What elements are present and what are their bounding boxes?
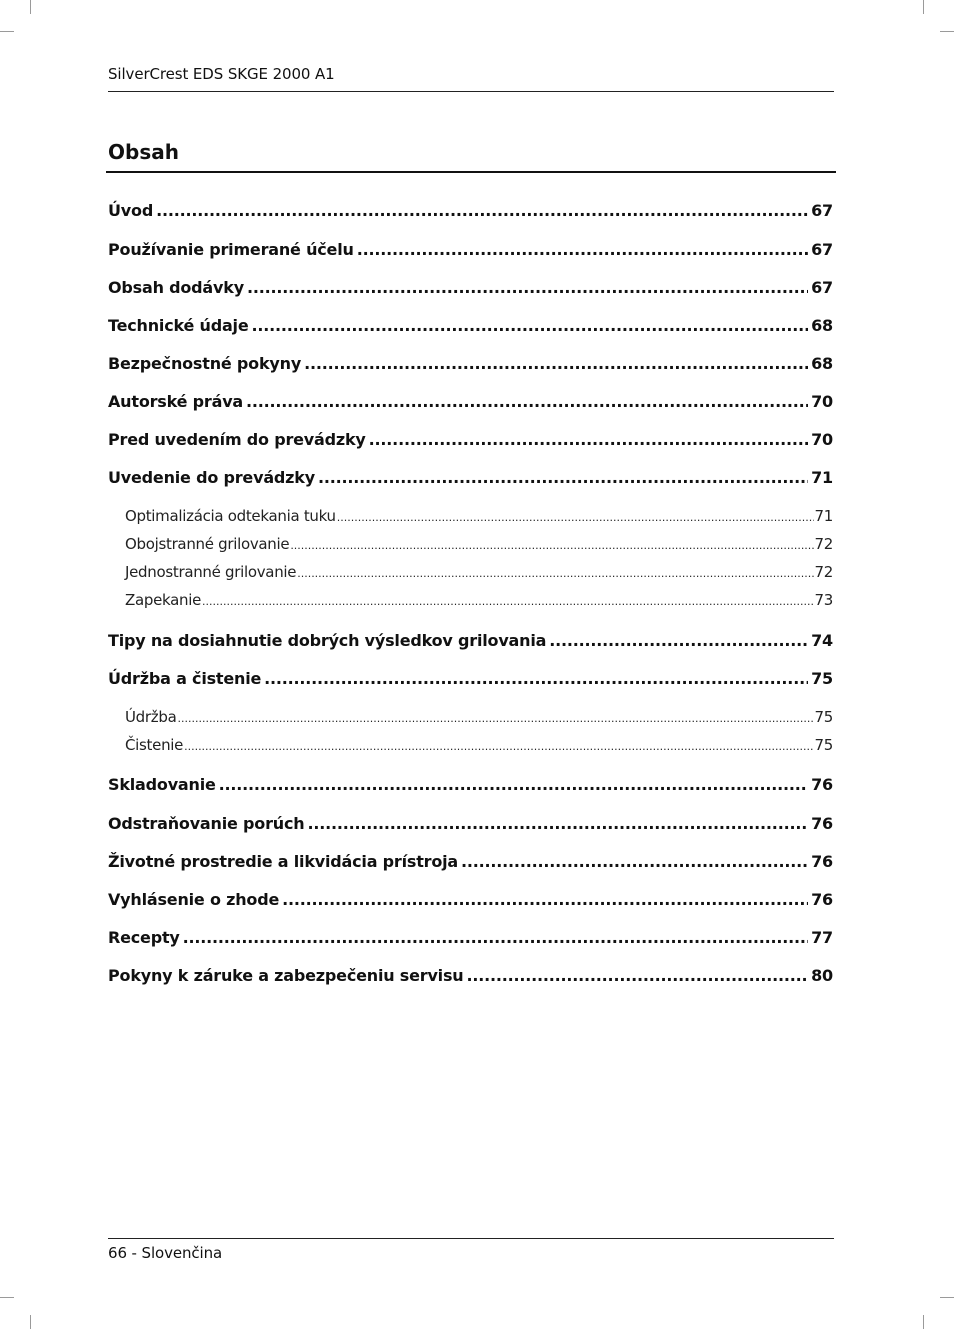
toc-entry[interactable] bbox=[108, 429, 833, 451]
crop-mark bbox=[30, 1315, 31, 1329]
toc-entry-page: 76 bbox=[811, 775, 833, 794]
toc-entry-label: Skladovanie bbox=[108, 775, 216, 794]
toc-entry-label: Životné prostredie a likvidácia prístroja bbox=[108, 852, 459, 871]
dot-leader bbox=[297, 564, 813, 584]
crop-mark bbox=[923, 0, 924, 14]
toc-entry[interactable] bbox=[108, 630, 833, 652]
dot-leader bbox=[177, 709, 813, 729]
toc-entry[interactable] bbox=[108, 391, 833, 413]
dot-leader bbox=[184, 737, 813, 757]
dot-leader bbox=[290, 536, 813, 556]
toc-entry[interactable] bbox=[108, 927, 833, 949]
dot-leader bbox=[466, 965, 808, 987]
toc-entry-label: Používanie primerané účelu bbox=[108, 240, 354, 259]
toc-entry-page: 75 bbox=[814, 736, 833, 754]
toc-entry-page: 67 bbox=[811, 240, 833, 259]
toc-entry-page: 70 bbox=[811, 392, 833, 411]
toc-entry-label: Uvedenie do prevádzky bbox=[108, 468, 315, 487]
dot-leader bbox=[549, 630, 808, 652]
toc-entry-label: Zapekanie bbox=[125, 591, 202, 609]
dot-leader bbox=[264, 668, 808, 690]
toc-entry-page: 68 bbox=[811, 316, 833, 335]
crop-mark bbox=[940, 1297, 954, 1298]
dot-leader bbox=[318, 467, 808, 489]
toc-entry-page: 71 bbox=[814, 507, 833, 525]
dot-leader bbox=[357, 239, 808, 261]
toc-entry-label: Vyhlásenie o zhode bbox=[108, 890, 280, 909]
dot-leader bbox=[369, 429, 808, 451]
toc-entry-page: 73 bbox=[814, 591, 833, 609]
toc-entry-page: 76 bbox=[811, 890, 833, 909]
toc-entry-label: Technické údaje bbox=[108, 316, 249, 335]
toc-entry[interactable] bbox=[108, 668, 833, 690]
toc-subentry[interactable] bbox=[125, 506, 833, 528]
crop-mark bbox=[0, 1297, 14, 1298]
toc-entry[interactable] bbox=[108, 467, 833, 489]
toc-subentry[interactable] bbox=[125, 707, 833, 729]
dot-leader bbox=[219, 774, 808, 796]
dot-leader bbox=[252, 315, 809, 337]
toc-entry-label: Úvod bbox=[108, 201, 154, 220]
toc-entry-page: 68 bbox=[811, 354, 833, 373]
toc-subentry[interactable] bbox=[125, 562, 833, 584]
dot-leader bbox=[461, 851, 808, 873]
dot-leader bbox=[282, 889, 808, 911]
toc-entry-page: 76 bbox=[811, 852, 833, 871]
header-rule bbox=[108, 91, 834, 92]
dot-leader bbox=[337, 508, 814, 528]
toc-entry[interactable] bbox=[108, 315, 833, 337]
toc-entry-label: Autorské práva bbox=[108, 392, 244, 411]
toc-entry-label: Obojstranné grilovanie bbox=[125, 535, 290, 553]
toc-subentry[interactable] bbox=[125, 590, 833, 612]
dot-leader bbox=[183, 927, 808, 949]
toc-entry[interactable] bbox=[108, 239, 833, 261]
crop-mark bbox=[30, 0, 31, 14]
toc-entry-label: Údržba a čistenie bbox=[108, 669, 262, 688]
toc-entry-label: Tipy na dosiahnutie dobrých výsledkov grilovania bbox=[108, 631, 547, 650]
crop-mark bbox=[940, 31, 954, 32]
toc-entry[interactable] bbox=[108, 851, 833, 873]
toc-entry-page: 71 bbox=[811, 468, 833, 487]
toc-entry-page: 76 bbox=[811, 814, 833, 833]
running-header: SilverCrest EDS SKGE 2000 A1 bbox=[108, 65, 335, 83]
toc-entry[interactable] bbox=[108, 774, 833, 796]
dot-leader bbox=[307, 813, 808, 835]
toc-entry-page: 80 bbox=[811, 966, 833, 985]
dot-leader bbox=[156, 200, 808, 222]
toc-entry-page: 77 bbox=[811, 928, 833, 947]
toc-entry-label: Čistenie bbox=[125, 736, 184, 754]
toc-entry[interactable] bbox=[108, 889, 833, 911]
toc-subentry[interactable] bbox=[125, 534, 833, 556]
toc-entry-page: 72 bbox=[814, 535, 833, 553]
dot-leader bbox=[304, 353, 808, 375]
toc-entry-label: Jednostranné grilovanie bbox=[125, 563, 297, 581]
crop-mark bbox=[0, 31, 14, 32]
toc-entry-label: Odstraňovanie porúch bbox=[108, 814, 305, 833]
toc-entry-label: Pokyny k záruke a zabezpečeniu servisu bbox=[108, 966, 464, 985]
page-footer: 66 - Slovenčina bbox=[108, 1244, 223, 1262]
dot-leader bbox=[247, 277, 808, 299]
footer-rule bbox=[108, 1238, 834, 1239]
toc-entry-page: 75 bbox=[814, 708, 833, 726]
toc-title: Obsah bbox=[108, 140, 179, 164]
title-rule bbox=[106, 171, 836, 173]
toc-subentry[interactable] bbox=[125, 735, 833, 757]
toc-entry[interactable] bbox=[108, 200, 833, 222]
toc-entry-label: Pred uvedením do prevádzky bbox=[108, 430, 366, 449]
toc-entry-label: Údržba bbox=[125, 708, 177, 726]
toc-entry[interactable] bbox=[108, 277, 833, 299]
toc-entry[interactable] bbox=[108, 965, 833, 987]
toc-entry-page: 72 bbox=[814, 563, 833, 581]
toc-entry-page: 74 bbox=[811, 631, 833, 650]
toc-entry[interactable] bbox=[108, 353, 833, 375]
toc-entry-page: 70 bbox=[811, 430, 833, 449]
crop-mark bbox=[923, 1315, 924, 1329]
toc-entry-label: Optimalizácia odtekania tuku bbox=[125, 507, 336, 525]
toc-entry-label: Bezpečnostné pokyny bbox=[108, 354, 302, 373]
toc-entry-page: 67 bbox=[811, 201, 833, 220]
toc-entry-label: Obsah dodávky bbox=[108, 278, 244, 297]
dot-leader bbox=[246, 391, 808, 413]
toc-entry-page: 75 bbox=[811, 669, 833, 688]
toc-entry[interactable] bbox=[108, 813, 833, 835]
toc-entry-page: 67 bbox=[811, 278, 833, 297]
dot-leader bbox=[202, 592, 813, 612]
toc-entry-label: Recepty bbox=[108, 928, 180, 947]
